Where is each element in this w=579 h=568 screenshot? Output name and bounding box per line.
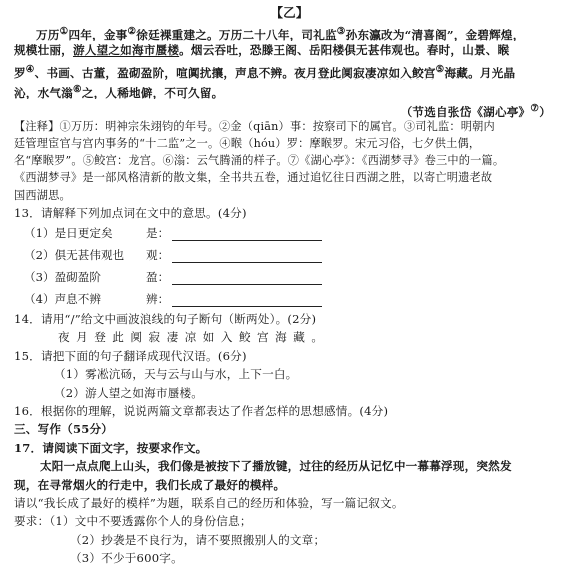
q13-item-4 <box>14 288 565 310</box>
writing-requirement-2: （2）抄袭是不良行为，请不要照搬别人的文章； <box>70 532 326 547</box>
writing-prompt-line-1: 太阳一点点爬上山头，我们像是被按下了播放键，过往的经历从记忆中一幕幕浮现，突然发 <box>40 459 512 474</box>
passage-text: 之，人稀地僻，不可久留。 <box>81 85 224 99</box>
passage-line-2 <box>14 41 565 60</box>
q13-item-hint: 是： <box>146 226 170 241</box>
answer-blank[interactable] <box>172 226 322 241</box>
q15-sentence-1: （1）雾凇沆砀，天与云与山与水，上下一白。 <box>54 367 298 382</box>
footnote-mark: ④ <box>25 64 35 76</box>
question-15: 15．请把下面的句子翻译成现代汉语。(6分) <box>14 348 247 363</box>
source-text: （节选自张岱《湖心亭》 <box>400 104 531 118</box>
passage-text: 徐廷裸重建之。万历二十八年，司礼监 <box>136 27 337 42</box>
q13-item-label: （3）盈砌盈阶 <box>24 270 101 285</box>
underlined-sentence: 游人望之如海市蜃楼 <box>72 43 180 58</box>
passage-text: 海藏。月光晶 <box>444 66 516 80</box>
question-16: 16．根据你的理解，说说两篇文章都表达了作者怎样的思想感情。(4分) <box>14 404 389 419</box>
footnote-mark: ⑤ <box>435 64 445 76</box>
answer-blank[interactable] <box>172 248 322 263</box>
passage-text: 、书画、古董，盈砌盈阶，喧阗扰攘，声息不辨。 <box>34 66 295 80</box>
passage-text: 孙东瀛改为“清喜阁”，金碧辉煌， <box>345 27 525 42</box>
q13-item-hint: 观： <box>146 248 170 263</box>
passage-source <box>14 99 565 118</box>
q13-item-label: （4）声息不辨 <box>24 292 101 307</box>
passage-text: 规模壮丽， <box>14 43 73 58</box>
writing-section-title: 三、写作（55分） <box>14 422 114 437</box>
footnote-mark: ① <box>59 26 69 37</box>
writing-prompt-line-2: 现，在寻常烟火的行走中，我们长成了最好的模样。 <box>14 477 286 492</box>
question-17: 17．请阅读下面文字，按要求作文。 <box>14 440 208 455</box>
writing-requirement-3: （3）不少于600字。 <box>70 551 183 566</box>
note-line-3: 名“摩睺罗”。⑤鲛宫：龙宫。⑥滃：云气腾涌的样子。⑦《湖心亭》：《西湖梦寻》卷三中的一篇。 <box>14 154 505 168</box>
note-line-5: 国西湖思。 <box>14 188 71 202</box>
footnote-mark: ③ <box>336 26 346 37</box>
passage-line-4 <box>14 80 565 99</box>
question-13: 13．请解释下列加点词在文中的意思。(4分) <box>14 205 247 220</box>
passage-title: 【乙】 <box>270 5 309 20</box>
footnote-mark: ⑥ <box>72 83 82 95</box>
footnote-mark: ② <box>127 26 137 37</box>
note-line-1: 【注释】①万历：明神宗朱翊钧的年号。②金（qiān）事：按察司下的属官。③司礼监：明朝内 <box>14 119 495 133</box>
q13-item-1 <box>14 222 565 244</box>
q15-sentence-2: （2）游人望之如海市蜃楼。 <box>54 385 204 400</box>
note-line-4: 《西湖梦寻》是一部风格清新的散文集，全书共五卷，通过追忆往日西湖之胜，以寄亡明遗老故 <box>14 171 493 185</box>
q14-sentence: 夜月登此阒寂凄凉如入鲛宫海藏。 <box>58 330 330 345</box>
passage-text: 沁，水气滃 <box>14 85 73 99</box>
passage-text: 四年，金事 <box>68 27 128 42</box>
passage-text: 罗 <box>14 66 26 80</box>
answer-blank[interactable] <box>172 270 322 285</box>
answer-blank[interactable] <box>172 292 322 307</box>
passage-text: 万历 <box>36 27 60 42</box>
note-line-2: 廷管理宦官与宫内事务的“十二监”之一。④睺（hóu）罗：摩睺罗。宋元习俗，七夕供土偶， <box>14 136 481 150</box>
writing-requirement-1: 要求：（1）文中不要透露你个人的身份信息； <box>14 514 252 529</box>
q13-item-2 <box>14 244 565 266</box>
q13-item-hint: 盈： <box>146 270 170 285</box>
q13-item-label: （2）俱无甚伟观也 <box>24 248 125 263</box>
passage-line-3 <box>14 60 565 79</box>
passage-text: 。烟云吞吐，恐滕王阁、岳阳楼俱无甚伟观也。春时，山景、睺 <box>179 43 510 58</box>
q13-item-hint: 辨： <box>146 292 170 307</box>
writing-instruction: 请以“我长成了最好的模样”为题，联系自己的经历和体验，写一篇记叙文。 <box>14 495 404 510</box>
q13-item-label: （1）是日更定矣 <box>24 226 113 241</box>
passage-line-1 <box>14 22 565 41</box>
source-text: ） <box>539 104 551 118</box>
question-14: 14．请用“/”给文中画波浪线的句子断句（断两处）。(2分) <box>14 312 317 327</box>
footnote-mark: ⑦ <box>530 102 540 114</box>
q13-item-3 <box>14 266 565 288</box>
wavy-underlined-sentence: 夜月登此阒寂凄凉如入鲛宫 <box>294 66 436 80</box>
